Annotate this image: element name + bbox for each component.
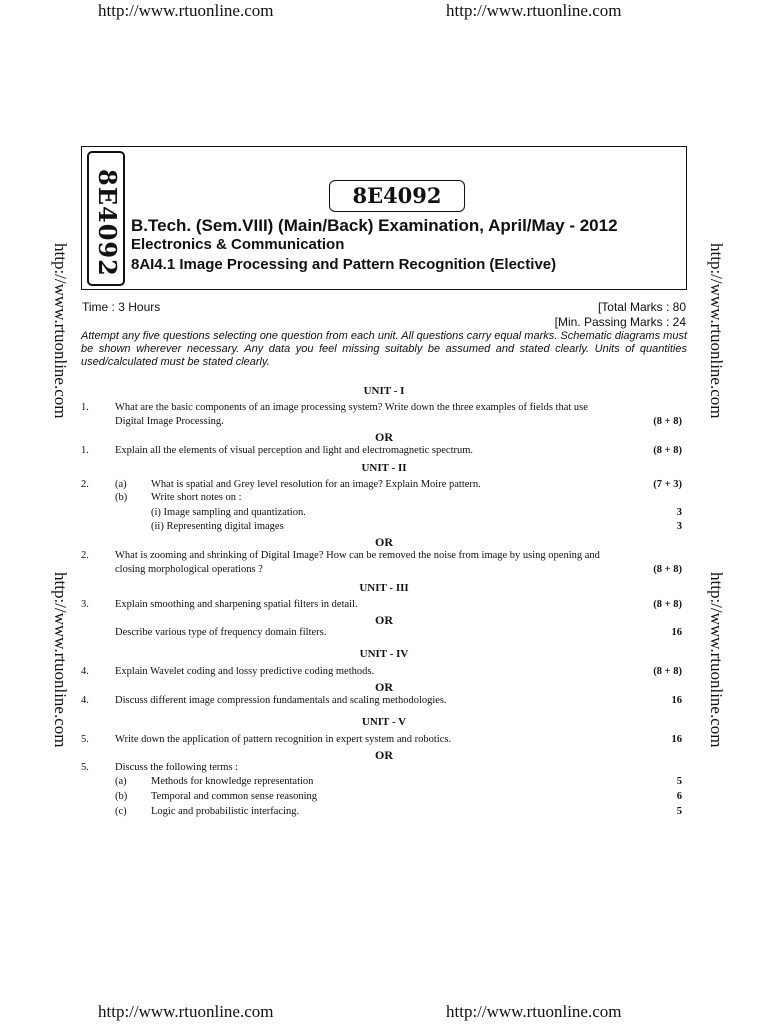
question-text: Explain smoothing and sharpening spatial filters in detail. (115, 599, 358, 610)
question-text: What are the basic components of an image processing system? Write down the three examples of fields that use (115, 402, 588, 413)
paper-code: 8E4092 (329, 180, 465, 212)
sub-question-text: What is spatial and Grey level resolution for an image? Explain Moire pattern. (151, 479, 481, 490)
question-text: Describe various type of frequency domain filters. (115, 627, 327, 638)
instructions: Attempt any five questions selecting one question from each unit. All questions carry equal marks. Schematic diagrams must be shown wherever necessary. Any data you feel missing suitably be assumed and stated clearly. Units of quantities used/calculated must be stated clearly. (81, 330, 687, 368)
min-passing-marks: [Min. Passing Marks : 24 (554, 315, 686, 329)
sub-question-text: Logic and probabilistic interfacing. (151, 806, 300, 817)
question-number: 1. (81, 402, 89, 413)
question-marks: (8 + 8) (653, 599, 682, 610)
question-number: 2. (81, 550, 89, 561)
or-separator: OR (375, 680, 393, 694)
question-marks: 16 (671, 695, 682, 706)
question-text: What is zooming and shrinking of Digital Image? How can be removed the noise from image by using opening and (115, 550, 600, 561)
watermark-url-left-upper: http://www.rtuonline.com (51, 243, 70, 419)
or-separator: OR (375, 535, 393, 549)
question-text: Explain Wavelet coding and lossy predictive coding methods. (115, 666, 375, 677)
question-number: 1. (81, 445, 89, 456)
question-marks: 3 (676, 521, 682, 532)
subject-name: 8AI4.1 Image Processing and Pattern Recognition (Elective) (131, 256, 557, 273)
question-marks: 16 (671, 627, 682, 638)
question-marks: 16 (671, 734, 682, 745)
question-text: Digital Image Processing. (115, 416, 224, 427)
or-separator: OR (375, 430, 393, 444)
or-separator: OR (375, 613, 393, 627)
sub-question-label: (b) (115, 791, 128, 802)
question-marks: (8 + 8) (653, 666, 682, 677)
question-text: Discuss different image compression fundamentals and scaling methodologies. (115, 695, 447, 706)
time-allowed: Time : 3 Hours (82, 300, 161, 314)
unit-heading: UNIT - III (359, 582, 409, 594)
question-text: Explain all the elements of visual perception and light and electromagnetic spectrum. (115, 445, 474, 456)
watermark-url-right-upper: http://www.rtuonline.com (707, 243, 726, 419)
question-marks: (8 + 8) (653, 416, 682, 427)
sub-question-item: (i) Image sampling and quantization. (151, 507, 306, 518)
question-text: Write down the application of pattern recognition in expert system and robotics. (115, 734, 452, 745)
watermark-url-bottom-right: http://www.rtuonline.com (446, 1002, 622, 1021)
total-marks: [Total Marks : 80 (597, 300, 686, 314)
sub-question-label: (b) (115, 492, 128, 503)
question-number: 2. (81, 479, 89, 490)
question-text: closing morphological operations ? (115, 564, 263, 575)
question-text: Discuss the following terms : (115, 762, 239, 773)
question-marks: (8 + 8) (653, 445, 682, 456)
question-number: 4. (81, 695, 89, 706)
watermark-url-right-lower: http://www.rtuonline.com (707, 572, 726, 748)
unit-heading: UNIT - V (361, 716, 407, 728)
sub-question-text: Temporal and common sense reasoning (151, 791, 318, 802)
question-marks: 6 (676, 791, 682, 802)
unit-heading: UNIT - I (363, 385, 405, 397)
or-separator: OR (375, 748, 393, 762)
watermark-url-bottom-left: http://www.rtuonline.com (98, 1002, 274, 1021)
sub-question-text: Methods for knowledge representation (151, 776, 314, 787)
watermark-url-top-left: http://www.rtuonline.com (98, 1, 274, 20)
watermark-url-left-lower: http://www.rtuonline.com (51, 572, 70, 748)
question-marks: 3 (676, 507, 682, 518)
question-number: 5. (81, 734, 89, 745)
question-marks: (8 + 8) (653, 564, 682, 575)
watermark-url-top-right: http://www.rtuonline.com (446, 1, 622, 20)
paper-code-vertical: 8E4092 (93, 169, 122, 277)
sub-question-label: (a) (115, 479, 127, 490)
question-number: 3. (81, 599, 89, 610)
question-number: 4. (81, 666, 89, 677)
sub-question-label: (c) (115, 806, 127, 817)
sub-question-label: (a) (115, 776, 127, 787)
unit-heading: UNIT - II (361, 462, 407, 474)
question-number: 5. (81, 762, 89, 773)
sub-question-item: (ii) Representing digital images (151, 521, 284, 532)
sub-question-text: Write short notes on : (151, 492, 242, 503)
question-marks: 5 (676, 776, 682, 787)
unit-heading: UNIT - IV (359, 648, 409, 660)
question-marks: (7 + 3) (653, 479, 682, 490)
exam-title: B.Tech. (Sem.VIII) (Main/Back) Examination, April/May - 2012 (131, 216, 618, 235)
question-marks: 5 (676, 806, 682, 817)
branch-name: Electronics & Communication (131, 236, 345, 253)
